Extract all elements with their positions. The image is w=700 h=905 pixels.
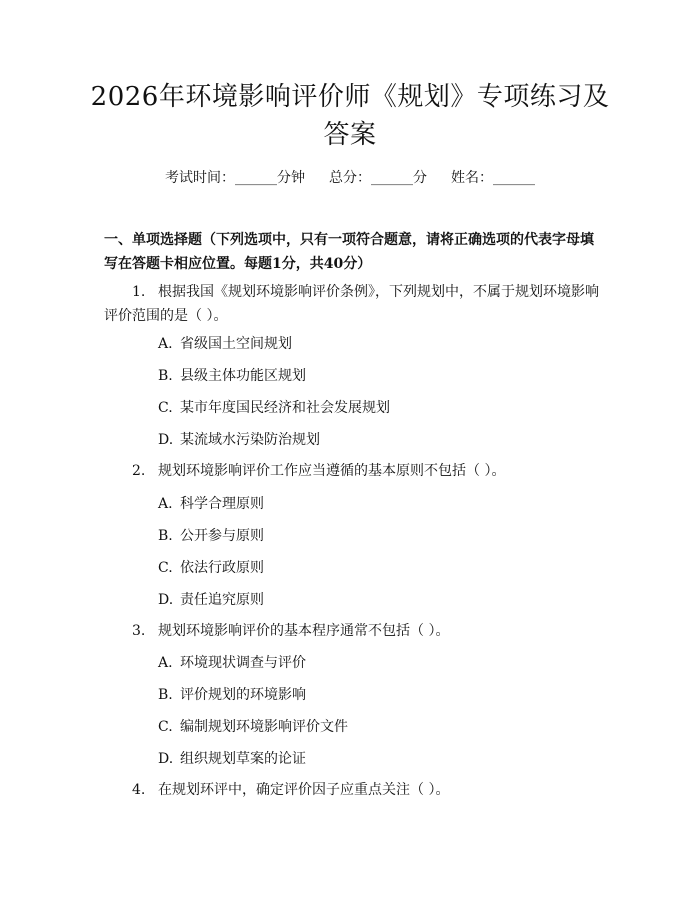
option-2c [158,558,598,578]
option-letter: A. [158,336,173,352]
question-number: 2. [132,463,146,479]
option-3d [158,749,598,769]
name-field: 姓名：______ [451,170,535,186]
question-2 [104,459,604,483]
option-letter: A. [158,496,173,512]
option-letter: D. [158,592,174,608]
option-text: 责任追究原则 [180,592,264,608]
option-3c [158,717,598,737]
section-header: 一、单项选择题（下列选项中，只有一项符合题意，请将正确选项的代表字母填写在答题卡相应位置。每题1分，共40分） [104,232,594,272]
option-text: 公开参与原则 [180,528,264,544]
option-letter: B. [158,528,173,544]
option-letter: C. [158,400,173,416]
option-text: 环境现状调查与评价 [180,655,306,671]
option-letter: C. [158,719,173,735]
option-letter: C. [158,560,173,576]
option-3a [158,653,598,673]
question-text: 规划环境影响评价工作应当遵循的基本原则不包括（ ）。 [158,463,506,479]
option-text: 编制规划环境影响评价文件 [180,719,348,735]
question-3 [104,619,604,643]
option-text: 依法行政原则 [180,560,264,576]
option-letter: A. [158,655,173,671]
option-text: 某市年度国民经济和社会发展规划 [180,400,390,416]
option-text: 某流域水污染防治规划 [180,432,320,448]
option-text: 科学合理原则 [180,496,264,512]
option-1d [158,430,598,450]
option-text: 省级国土空间规划 [180,336,292,352]
option-letter: B. [158,687,173,703]
exam-time-field: 考试时间：______分钟 [165,170,305,186]
option-text: 组织规划草案的论证 [180,751,306,767]
option-letter: D. [158,751,174,767]
page-title: 2026年环境影响评价师《规划》专项练习及答案 [90,82,610,150]
exam-meta-line [0,168,700,188]
option-text: 评价规划的环境影响 [180,687,306,703]
question-number: 1. [132,284,146,300]
total-score-field: 总分：______分 [329,170,427,186]
option-letter: D. [158,432,174,448]
question-text: 在规划环评中，确定评价因子应重点关注（ ）。 [158,782,450,798]
option-2d [158,590,598,610]
option-1c [158,398,598,418]
option-letter: B. [158,368,173,384]
question-text: 规划环境影响评价的基本程序通常不包括（ ）。 [158,623,450,639]
option-2a [158,494,598,514]
option-3b [158,685,598,705]
option-2b [158,526,598,546]
question-number: 3. [132,623,146,639]
option-1b [158,366,598,386]
option-text: 县级主体功能区规划 [180,368,306,384]
question-4 [104,778,604,802]
question-1 [104,280,604,328]
option-1a [158,334,598,354]
question-text: 根据我国《规划环境影响评价条例》，下列规划中，不属于规划环境影响评价范围的是（ ）。 [104,284,599,324]
question-number: 4. [132,782,146,798]
